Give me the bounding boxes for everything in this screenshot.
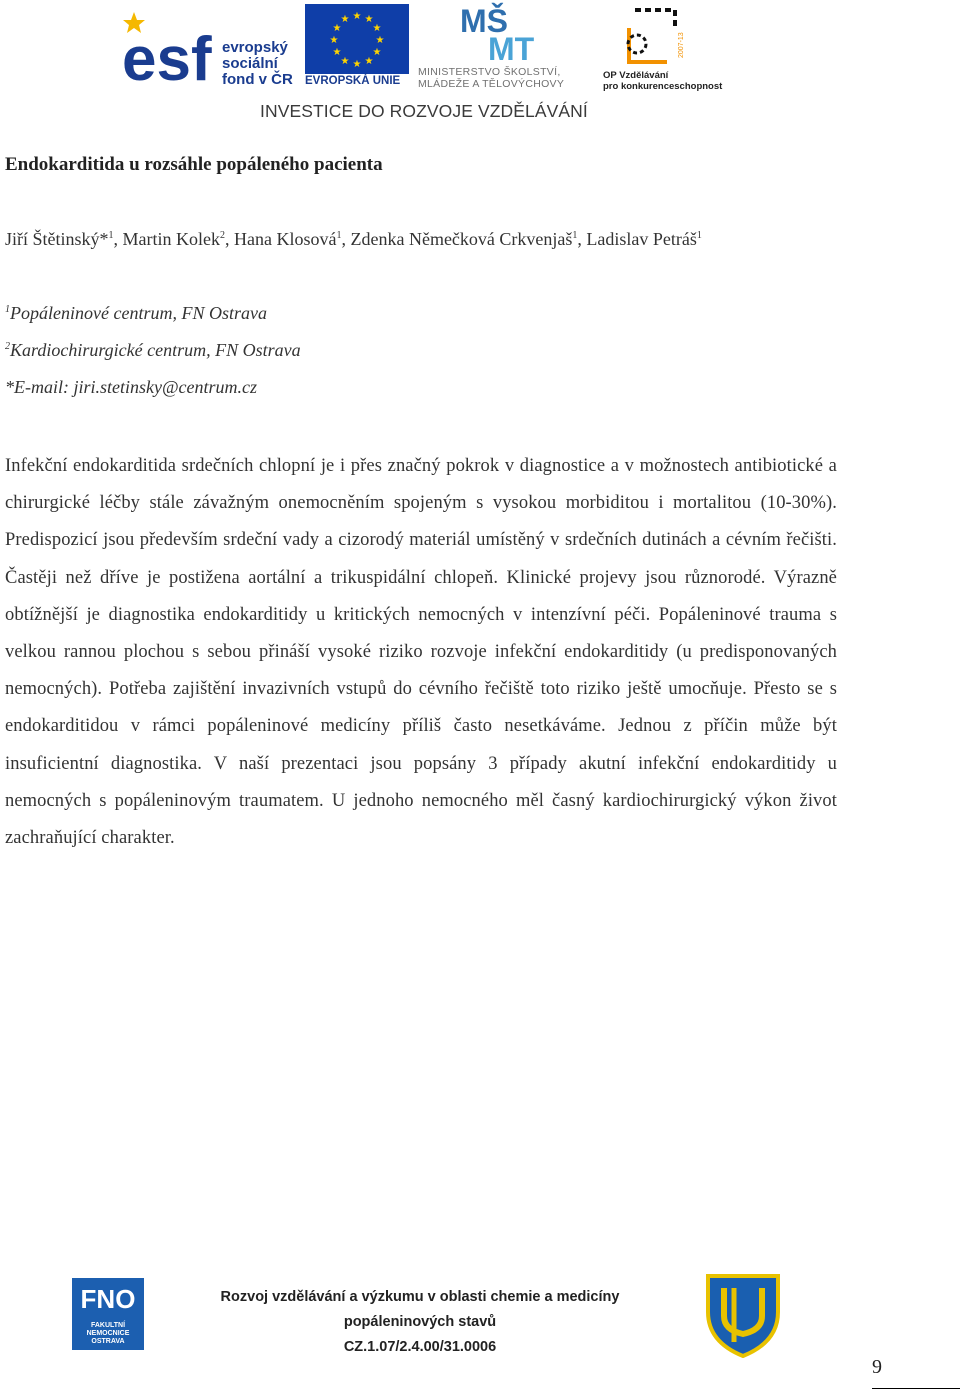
- svg-text:2007-13: 2007-13: [678, 32, 685, 58]
- op-line: pro konkurenceschopnost: [603, 81, 723, 92]
- eu-logo: [305, 4, 411, 90]
- svg-text:★: ★: [332, 47, 342, 58]
- msmt-logo: [418, 2, 600, 92]
- affiliation-number: 2: [5, 341, 10, 352]
- svg-text:★: ★: [372, 23, 382, 34]
- footer-project-title: Rozvoj vzdělávání a výzkumu v oblasti chemie a medicíny: [220, 1289, 620, 1305]
- page-number-rule: [872, 1388, 960, 1389]
- op-mark-icon: [623, 4, 697, 68]
- esf-line: evropský: [222, 39, 288, 56]
- svg-text:MŠ: MŠ: [460, 3, 508, 39]
- fno-line: NEMOCNICE: [86, 1330, 130, 1337]
- fno-glyph: FNO: [80, 1284, 136, 1314]
- affiliation-text: Popáleninové centrum, FN Ostrava: [10, 303, 267, 323]
- svg-text:★: ★: [372, 47, 382, 58]
- svg-text:esf: esf: [122, 25, 212, 90]
- author-affiliation-ref: 2: [220, 230, 225, 241]
- article-title: Endokarditida u rozsáhle popáleného pacienta: [5, 154, 383, 175]
- op-logo: [603, 4, 723, 90]
- op-line: OP Vzdělávání: [603, 70, 669, 81]
- svg-text:★: ★: [340, 14, 350, 25]
- author-name: Ladislav Petráš: [586, 229, 697, 249]
- fno-wordmark: [72, 1322, 144, 1346]
- author-affiliation-ref: 1: [572, 230, 578, 241]
- footer-project-code: CZ.1.07/2.4.00/31.0006: [343, 1339, 497, 1355]
- contact-email: *E-mail: jiri.stetinsky@centrum.cz: [5, 377, 258, 397]
- msmt-wordmark: [418, 66, 600, 90]
- msmt-line: MLÁDEŽE A TĚLOVÝCHOVY: [418, 78, 565, 90]
- affiliation-number: 1: [5, 304, 10, 315]
- university-shield-icon: [704, 1272, 782, 1358]
- affiliation: [5, 340, 301, 361]
- svg-text:★: ★: [364, 56, 374, 67]
- author-name: Jiří Štětinský: [5, 229, 100, 249]
- eu-flag-icon: [305, 4, 409, 74]
- fno-logo: [72, 1278, 144, 1350]
- msmt-mark-icon: [460, 2, 556, 62]
- eu-label: EVROPSKÁ UNIE: [305, 75, 401, 87]
- op-wordmark: [603, 70, 723, 92]
- svg-text:★: ★: [352, 59, 362, 70]
- esf-mark-icon: [120, 4, 220, 90]
- footer-project-subtitle: popáleninových stavů: [343, 1314, 497, 1330]
- author-affiliation-ref: 1: [108, 230, 114, 241]
- fno-line: FAKULTNÍ: [90, 1322, 126, 1329]
- author-affiliation-ref: 1: [336, 230, 342, 241]
- abstract-body: Infekční endokarditida srdečních chlopní je i přes značný pokrok v diagnostice a v možnostech antibiotické a chirurgické léčby stále závažným onemocněním spojeným s vysokou morbiditou i mortalitou (10-30%). Predispozicí jsou především srdeční vady a cizorodý materiál umístěný v srdečních dutinách a cévním řečišti. Častěji než dříve je postižena aortální a trikuspidální chlopeň. Klinické projevy jsou různorodé. Výrazně obtížnější je diagnostika endokarditidy u kritických nemocných v intenzívní péči. Popáleninové trauma s velkou rannou plochou s sebou přináší vysoké riziko rozvoje infekční endokarditidy (u predisponovaných nemocných). Potřeba zajištění invazivních vstupů do cévního řečiště toto riziko ještě umocňuje. Přesto se s endokarditidou v rámci popáleninové medicíny příliš často nesetkáváme. Jednou z příčin může být insuficientní diagnostika. V naší prezentaci jsou popsány 3 případy akutní infekční endokarditidy u nemocných s popáleninovým traumatem. U jednoho nemocného měl časný kardiochirurgický výkon život zachraňující charakter.: [5, 456, 837, 849]
- svg-text:★: ★: [332, 23, 342, 34]
- svg-text:★: ★: [352, 11, 362, 22]
- svg-text:★: ★: [364, 14, 374, 25]
- esf-logo: [120, 4, 300, 90]
- header-tagline: INVESTICE DO ROZVOJE VZDĚLÁVÁNÍ: [260, 101, 588, 121]
- author-affiliation-ref: 1: [696, 230, 702, 241]
- esf-line: fond v ČR: [222, 71, 293, 88]
- svg-text:★: ★: [375, 35, 385, 46]
- page-number: 9: [872, 1356, 882, 1378]
- esf-wordmark: [222, 40, 293, 88]
- author-list: Jiří Štětinský*$^1$, Martin Kolek$^2$, Hana Klosová$^1$, Zdenka Němečková Crkvenjaš$^1$, Ladislav Petráš$^1$: [5, 229, 702, 249]
- affiliation-text: Kardiochirurgické centrum, FN Ostrava: [10, 340, 301, 360]
- fno-line: OSTRAVA: [91, 1338, 125, 1345]
- author-name: Zdenka Němečková Crkvenjaš: [350, 229, 573, 249]
- svg-text:★: ★: [340, 56, 350, 67]
- esf-line: sociální: [222, 55, 278, 72]
- svg-text:MT: MT: [488, 31, 535, 62]
- author-name: Hana Klosová: [234, 229, 337, 249]
- svg-text:★: ★: [329, 35, 339, 46]
- affiliation: [5, 303, 267, 324]
- author-name: Martin Kolek: [122, 229, 220, 249]
- author-mark: *: [99, 229, 109, 249]
- msmt-line: MINISTERSTVO ŠKOLSTVÍ,: [418, 66, 561, 78]
